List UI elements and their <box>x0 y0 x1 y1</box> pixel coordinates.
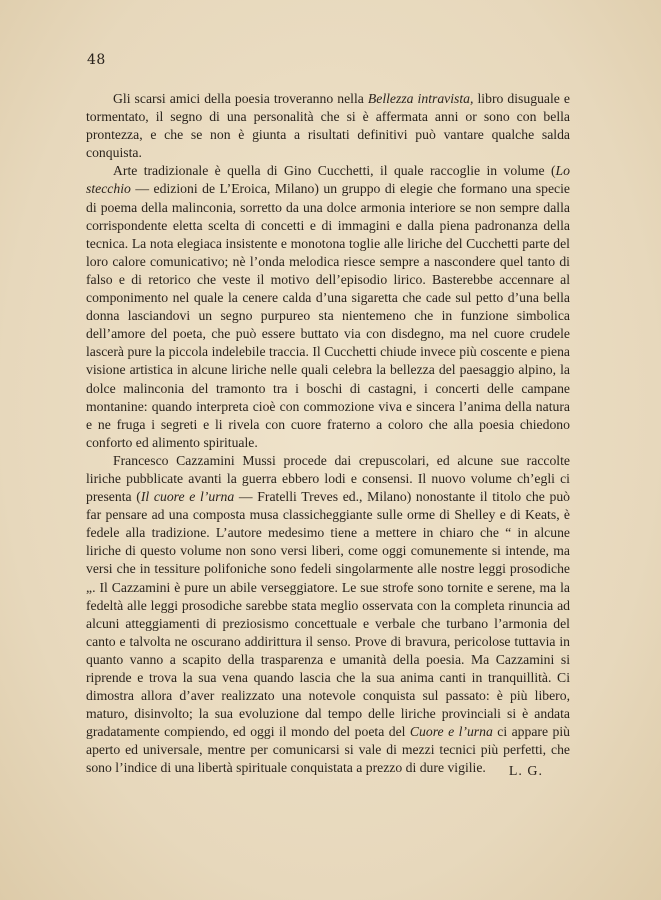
paragraph <box>86 452 570 778</box>
text-run: — edizioni de L’Eroica, Milano) un gruppo di elegie che formano una specie di poema della malinconia, sorretto da una dolce armonia interiore se non sempre dalla corrispondente eletta scelta di concetti e di immagini e dalla piena padronanza della tecnica. La nota elegiaca insistente e monotona toglie alle liriche del Cucchetti parte del loro calore comunicativo; nè l’onda melodica riesce sempre a nascondere quel tanto di falso e di retorico che veste il motivo dell’episodio lirico. Basterebbe accennare al componimento nel quale la cenere calda d’una sigaretta che cade sul petto d’una bella donna lasciandovi un segno purpureo sta nientemeno che in funzione simbolica dell’amore del poeta, che può essere buttato via con disdegno, ma nel cuore crudele lascerà pure la piccola indelebile traccia. Il Cucchetti chiude invece più coscente e piena visione artistica in alcune liriche nelle quali celebra la bellezza del paesaggio alpino, la dolce malinconia del tramonto tra i boschi di castagni, i concerti delle campane montanine: quando interpreta cioè con commozione viva e sincera l’anima della natura e ne fruga i segreti e li rivela con cuore fraterno a coloro che alla poesia chiedono conforto ed alimento spirituale. <box>86 181 570 450</box>
text-run: Gli scarsi amici della poesia troveranno nella <box>113 91 368 106</box>
text-run: ci appare più aperto ed universale, mentre per comunicarsi si vale di mezzi tecnici più perfetti, che sono l’indice di una libertà spirituale conquistata a prezzo di dure vigilie. <box>86 724 570 776</box>
book-title: Cuore e l’urna <box>409 724 493 740</box>
text-run: libro disuguale e tormentato, il segno di una personalità che si è affermata anni or sono con bella prontezza, e che se non è giunta a risultati definitivi può vantare qualche salda conquista. <box>86 91 570 161</box>
paragraph <box>86 90 570 162</box>
page-number: 48 <box>87 52 106 68</box>
text-run: Francesco Cazzamini Mussi procede dai crepuscolari, ed alcune sue raccolte liriche pubblicate avanti la guerra ebbero lodi e consensi. Il nuovo volume ch’egli ci presenta ( <box>86 452 570 505</box>
text-run: Arte tradizionale è quella di Gino Cucchetti, il quale raccoglie in volume ( <box>113 163 556 179</box>
book-title: Il cuore e l’urna <box>140 489 235 505</box>
book-title: Lo stecchio <box>86 163 570 197</box>
body-text <box>86 90 570 778</box>
paragraph <box>86 162 570 452</box>
text-run: — Fratelli Treves ed., Milano) nonostante il titolo che può far pensare ad una composta musa classicheggiante sulle orme di Shelley e di Keats, è fedele alla tradizione. L’autore medesimo tiene a mettere in chiaro che “ in alcune liriche di questo volume non sono versi liberi, come oggi comunemente si intende, ma versi che in tessiture polifoniche sono fedeli singolarmente alle nostre leggi prosodiche „. Il Cazzamini è pure un abile verseggiatore. Le sue strofe sono tornite e serene, ma la fedeltà alle leggi prosodiche sarebbe stata meglio osservata con la completa rinuncia ad alcuni atteggiamenti di preziosismo concettuale e verbale che turbano l’armonia del canto e talvolta ne oscurano addirittura il senso. Prove di bravura, pericolose tuttavia in quanto vanno a scapito della trasparenza e umanità della poesia. Ma Cazzamini si riprende e trova la sua vena quando lascia che la sua anima canti in tranquillità. Ci dimostra allora d’aver realizzato una notevole conquista sul passato: è più libero, maturo, disinvolto; la sua evoluzione dal tempo delle liriche provinciali si è andata gradatamente compiendo, ed oggi il mondo del poeta del <box>86 489 571 740</box>
book-title: Bellezza intravista, <box>367 91 474 106</box>
author-signature: L. G. <box>508 764 543 779</box>
